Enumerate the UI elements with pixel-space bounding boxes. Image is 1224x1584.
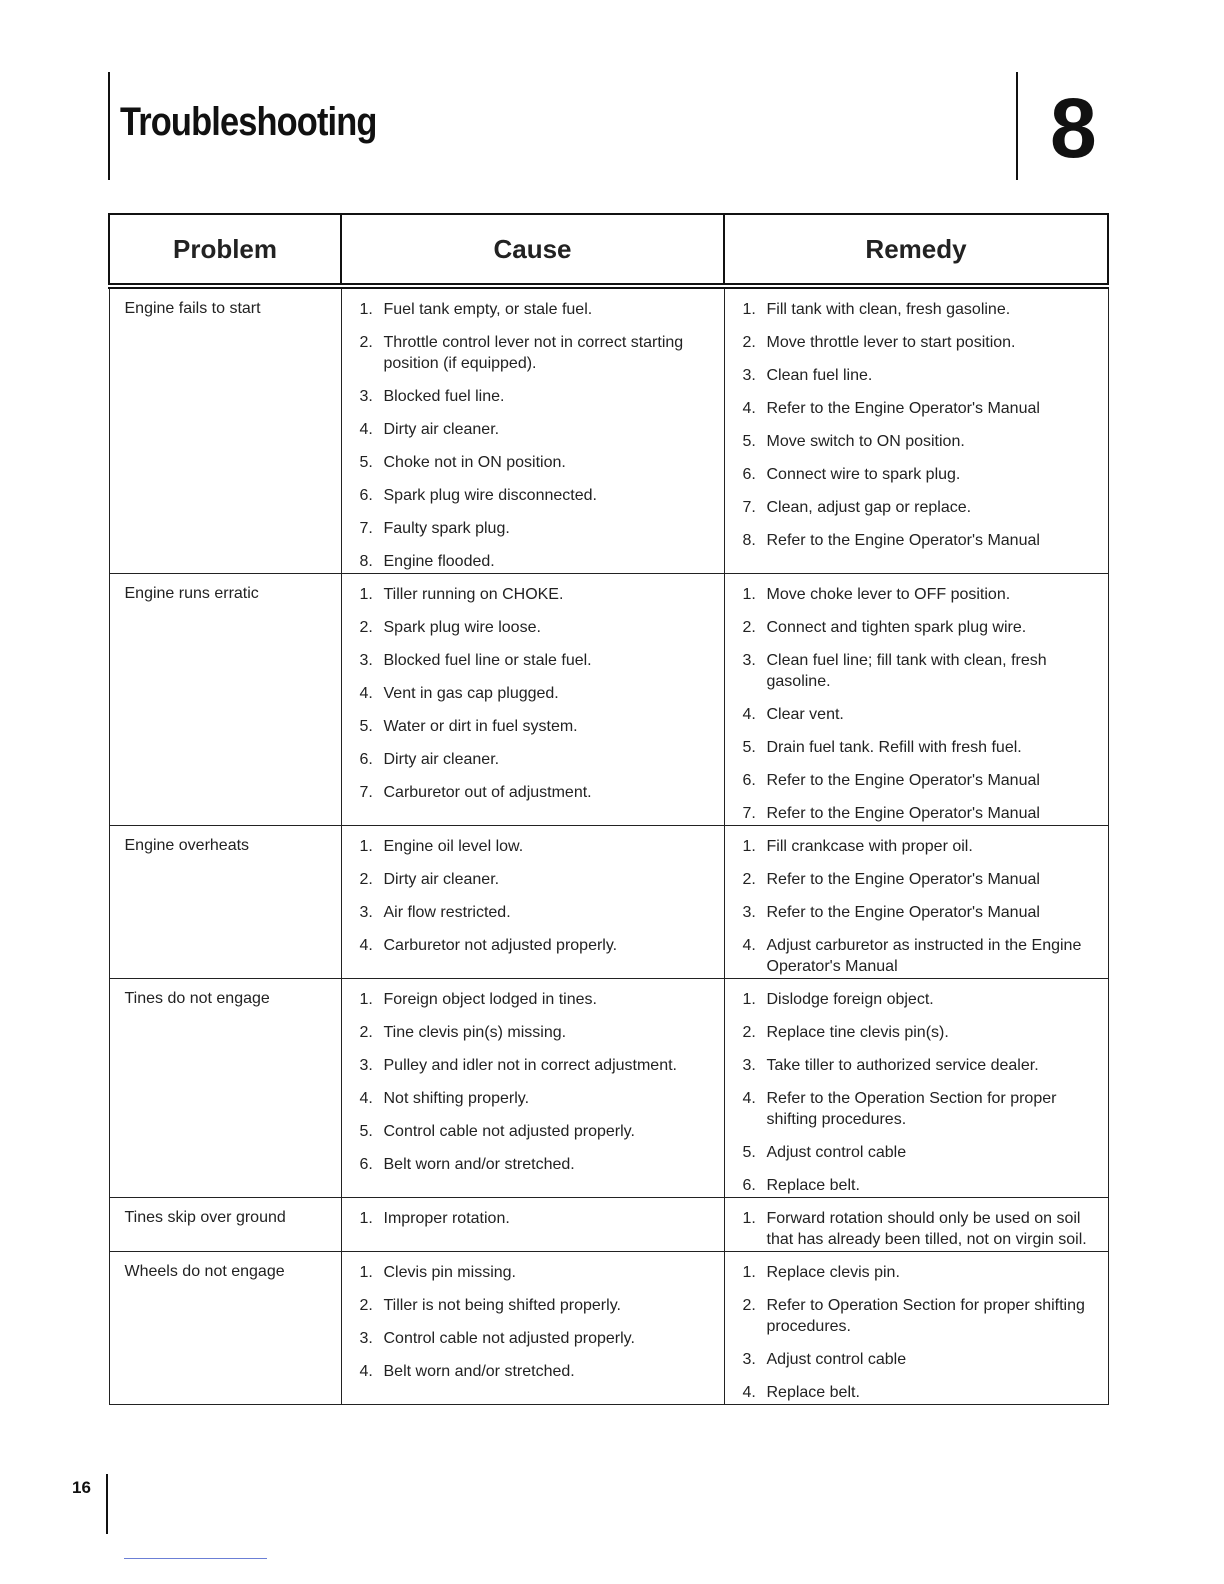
remedy-item-text: Replace belt. <box>766 1384 860 1401</box>
cause-item-number: 1. <box>359 1264 373 1281</box>
remedy-item-text: Refer to the Engine Operator's Manual <box>766 532 1040 549</box>
remedy-item-number: 8. <box>742 532 756 549</box>
cause-item <box>360 1022 718 1043</box>
cause-item <box>360 1262 718 1283</box>
remedy-item-text: Clean, adjust gap or replace. <box>766 499 972 516</box>
cause-item-number: 2. <box>359 619 373 636</box>
cause-item-number: 3. <box>359 1057 373 1074</box>
remedy-item-text: Refer to Operation Section for proper shifting procedures. <box>766 1297 1085 1335</box>
remedy-item <box>743 431 1102 452</box>
remedy-item-number: 2. <box>742 334 756 351</box>
remedy-item <box>743 704 1102 725</box>
remedy-item <box>743 989 1102 1010</box>
problem-text: Tines skip over ground <box>124 1209 286 1226</box>
remedy-item <box>743 299 1102 320</box>
remedy-item-number: 4. <box>742 400 756 417</box>
remedy-item-text: Replace belt. <box>766 1177 860 1194</box>
cause-item-text: Belt worn and/or stretched. <box>383 1363 575 1380</box>
cause-item-text: Blocked fuel line or stale fuel. <box>383 652 592 669</box>
cause-item-number: 2. <box>359 334 373 351</box>
cause-list <box>342 826 724 957</box>
problem-cell <box>109 979 341 1198</box>
remedy-item-number: 5. <box>742 433 756 450</box>
cause-item-text: Engine flooded. <box>383 553 495 570</box>
remedy-item-number: 1. <box>742 838 756 855</box>
cause-item-number: 4. <box>359 421 373 438</box>
cause-item <box>360 584 718 605</box>
problem-cell <box>109 1198 341 1252</box>
remedy-item <box>743 770 1102 791</box>
cause-item-text: Dirty air cleaner. <box>383 871 500 888</box>
remedy-item-number: 2. <box>742 1024 756 1041</box>
cause-cell <box>341 574 724 826</box>
remedy-item <box>743 1022 1102 1043</box>
cause-item-text: Foreign object lodged in tines. <box>383 991 597 1008</box>
remedy-list <box>725 289 1108 552</box>
cause-item-number: 5. <box>359 454 373 471</box>
remedy-item-number: 7. <box>742 805 756 822</box>
column-header-cause: Cause <box>341 214 724 286</box>
remedy-item-number: 6. <box>742 466 756 483</box>
remedy-item <box>743 1208 1102 1250</box>
cause-item-number: 3. <box>359 904 373 921</box>
cause-item-number: 6. <box>359 1156 373 1173</box>
remedy-item-number: 1. <box>742 1210 756 1227</box>
remedy-item-number: 3. <box>742 1351 756 1368</box>
remedy-item-text: Clear vent. <box>766 706 844 723</box>
cause-item-text: Vent in gas cap plugged. <box>383 685 559 702</box>
cause-item-text: Belt worn and/or stretched. <box>383 1156 575 1173</box>
remedy-item-text: Forward rotation should only be used on soil that has already been tilled, not on virgin soil. <box>766 1210 1087 1248</box>
cause-item <box>360 299 718 320</box>
cause-item-number: 2. <box>359 1297 373 1314</box>
cause-item <box>360 485 718 506</box>
cause-item-text: Improper rotation. <box>383 1210 510 1227</box>
remedy-item-text: Refer to the Engine Operator's Manual <box>766 904 1040 921</box>
cause-list <box>342 289 724 573</box>
remedy-item <box>743 737 1102 758</box>
remedy-item-text: Drain fuel tank. Refill with fresh fuel. <box>766 739 1022 756</box>
chapter-number: 8 <box>1050 81 1097 175</box>
troubleshooting-table <box>108 213 1109 1405</box>
cause-item-number: 1. <box>359 586 373 603</box>
cause-item-number: 1. <box>359 991 373 1008</box>
remedy-item-text: Clean fuel line; fill tank with clean, fresh gasoline. <box>766 652 1047 690</box>
cause-cell <box>341 1252 724 1405</box>
remedy-item-text: Refer to the Engine Operator's Manual <box>766 400 1040 417</box>
table-row <box>109 1252 1108 1405</box>
cause-item-number: 1. <box>359 1210 373 1227</box>
cause-item-number: 3. <box>359 388 373 405</box>
cause-list <box>342 1252 724 1383</box>
remedy-item <box>743 1088 1102 1130</box>
remedy-item-number: 7. <box>742 499 756 516</box>
table-row <box>109 1198 1108 1252</box>
remedy-item-text: Fill tank with clean, fresh gasoline. <box>766 301 1011 318</box>
cause-list <box>342 1198 724 1230</box>
remedy-item-text: Fill crankcase with proper oil. <box>766 838 973 855</box>
remedy-item <box>743 1295 1102 1337</box>
remedy-item <box>743 1382 1102 1403</box>
cause-item <box>360 452 718 473</box>
remedy-item <box>743 902 1102 923</box>
problem-text: Engine fails to start <box>124 300 261 317</box>
cause-item-number: 8. <box>359 553 373 570</box>
cause-item <box>360 1361 718 1382</box>
remedy-item-number: 5. <box>742 739 756 756</box>
cause-cell <box>341 1198 724 1252</box>
remedy-item-text: Refer to the Engine Operator's Manual <box>766 772 1040 789</box>
problem-text: Engine overheats <box>124 837 250 854</box>
cause-item-number: 1. <box>359 838 373 855</box>
remedy-item <box>743 650 1102 692</box>
problem-cell <box>109 286 341 574</box>
problem-text: Engine runs erratic <box>124 585 259 602</box>
cause-item <box>360 1154 718 1175</box>
problem-cell <box>109 826 341 979</box>
remedy-cell <box>724 574 1108 826</box>
remedy-item-number: 4. <box>742 937 756 954</box>
column-header-problem: Problem <box>109 214 341 286</box>
cause-item <box>360 518 718 539</box>
cause-item <box>360 1295 718 1316</box>
remedy-item-number: 3. <box>742 904 756 921</box>
cause-item <box>360 1208 718 1229</box>
remedy-item <box>743 497 1102 518</box>
problem-text: Wheels do not engage <box>124 1263 285 1280</box>
cause-item-text: Blocked fuel line. <box>383 388 505 405</box>
cause-cell <box>341 286 724 574</box>
cause-item <box>360 683 718 704</box>
cause-item <box>360 617 718 638</box>
cause-item-text: Control cable not adjusted properly. <box>383 1330 635 1347</box>
cause-item <box>360 386 718 407</box>
cause-item <box>360 716 718 737</box>
remedy-item-text: Move switch to ON position. <box>766 433 965 450</box>
table-row <box>109 286 1108 574</box>
remedy-item <box>743 398 1102 419</box>
remedy-item-text: Clean fuel line. <box>766 367 873 384</box>
column-header-remedy: Remedy <box>724 214 1108 286</box>
remedy-item-number: 4. <box>742 706 756 723</box>
cause-item-number: 1. <box>359 301 373 318</box>
remedy-item-text: Connect wire to spark plug. <box>766 466 961 483</box>
cause-list <box>342 979 724 1176</box>
remedy-item <box>743 836 1102 857</box>
remedy-item <box>743 803 1102 824</box>
footer-link-underline <box>124 1558 267 1559</box>
cause-item-number: 6. <box>359 751 373 768</box>
cause-item-number: 4. <box>359 685 373 702</box>
remedy-item-number: 1. <box>742 991 756 1008</box>
problem-cell <box>109 574 341 826</box>
remedy-cell <box>724 979 1108 1198</box>
cause-item <box>360 749 718 770</box>
cause-item-text: Tine clevis pin(s) missing. <box>383 1024 567 1041</box>
cause-item-text: Water or dirt in fuel system. <box>383 718 578 735</box>
cause-item-text: Choke not in ON position. <box>383 454 566 471</box>
remedy-item-number: 3. <box>742 367 756 384</box>
cause-item <box>360 836 718 857</box>
remedy-item <box>743 935 1102 977</box>
cause-item-text: Spark plug wire loose. <box>383 619 541 636</box>
cause-item <box>360 935 718 956</box>
cause-item <box>360 1328 718 1349</box>
remedy-item-text: Move throttle lever to start position. <box>766 334 1016 351</box>
cause-item-text: Carburetor out of adjustment. <box>383 784 592 801</box>
remedy-item-number: 4. <box>742 1384 756 1401</box>
remedy-item <box>743 1175 1102 1196</box>
remedy-list <box>725 979 1108 1197</box>
cause-item-number: 7. <box>359 520 373 537</box>
remedy-item <box>743 530 1102 551</box>
remedy-item <box>743 332 1102 353</box>
remedy-list <box>725 1252 1108 1404</box>
remedy-cell <box>724 1198 1108 1252</box>
remedy-item-text: Refer to the Operation Section for proper shifting procedures. <box>766 1090 1057 1128</box>
remedy-list <box>725 574 1108 825</box>
remedy-item-text: Adjust control cable <box>766 1351 907 1368</box>
troubleshooting-table-container <box>108 213 1107 1405</box>
remedy-item-text: Replace clevis pin. <box>766 1264 900 1281</box>
cause-item <box>360 782 718 803</box>
cause-item-number: 6. <box>359 487 373 504</box>
remedy-item-number: 5. <box>742 1144 756 1161</box>
footer-divider <box>106 1474 108 1534</box>
remedy-item-number: 1. <box>742 301 756 318</box>
cause-item-text: Dirty air cleaner. <box>383 421 500 438</box>
remedy-item-number: 1. <box>742 1264 756 1281</box>
remedy-item <box>743 617 1102 638</box>
cause-item-number: 5. <box>359 1123 373 1140</box>
cause-item-text: Tiller running on CHOKE. <box>383 586 564 603</box>
remedy-item-text: Adjust carburetor as instructed in the Engine Operator's Manual <box>766 937 1082 975</box>
cause-cell <box>341 826 724 979</box>
cause-item-number: 2. <box>359 871 373 888</box>
remedy-item-number: 4. <box>742 1090 756 1107</box>
cause-item <box>360 1055 718 1076</box>
cause-item-text: Not shifting properly. <box>383 1090 530 1107</box>
table-row <box>109 574 1108 826</box>
cause-item-text: Carburetor not adjusted properly. <box>383 937 618 954</box>
cause-item-text: Engine oil level low. <box>383 838 524 855</box>
table-header-row <box>109 214 1108 286</box>
title-divider-left <box>108 72 110 180</box>
cause-list <box>342 574 724 804</box>
remedy-item-number: 2. <box>742 871 756 888</box>
remedy-item-number: 2. <box>742 1297 756 1314</box>
cause-item-number: 4. <box>359 1363 373 1380</box>
cause-item-text: Pulley and idler not in correct adjustment. <box>383 1057 677 1074</box>
remedy-item <box>743 1055 1102 1076</box>
cause-item-number: 7. <box>359 784 373 801</box>
cause-item-number: 2. <box>359 1024 373 1041</box>
remedy-item-text: Adjust control cable <box>766 1144 907 1161</box>
remedy-item-number: 3. <box>742 1057 756 1074</box>
cause-item <box>360 551 718 572</box>
remedy-item-text: Refer to the Engine Operator's Manual <box>766 805 1040 822</box>
cause-item-text: Faulty spark plug. <box>383 520 510 537</box>
remedy-item-text: Dislodge foreign object. <box>766 991 934 1008</box>
remedy-item <box>743 365 1102 386</box>
remedy-item-text: Refer to the Engine Operator's Manual <box>766 871 1040 888</box>
table-row <box>109 826 1108 979</box>
cause-cell <box>341 979 724 1198</box>
remedy-cell <box>724 286 1108 574</box>
remedy-item-text: Connect and tighten spark plug wire. <box>766 619 1027 636</box>
remedy-item-text: Take tiller to authorized service dealer. <box>766 1057 1039 1074</box>
remedy-item <box>743 1142 1102 1163</box>
remedy-item <box>743 1349 1102 1370</box>
page-number: 16 <box>72 1478 91 1497</box>
remedy-item-number: 3. <box>742 652 756 669</box>
cause-item-number: 4. <box>359 1090 373 1107</box>
remedy-item-number: 1. <box>742 586 756 603</box>
remedy-item <box>743 869 1102 890</box>
cause-item-text: Tiller is not being shifted properly. <box>383 1297 621 1314</box>
cause-item-number: 4. <box>359 937 373 954</box>
remedy-cell <box>724 826 1108 979</box>
cause-item-text: Fuel tank empty, or stale fuel. <box>383 301 593 318</box>
cause-item <box>360 419 718 440</box>
problem-cell <box>109 1252 341 1405</box>
remedy-item-number: 2. <box>742 619 756 636</box>
remedy-item <box>743 584 1102 605</box>
remedy-item <box>743 1262 1102 1283</box>
table-body <box>109 286 1108 1405</box>
problem-text: Tines do not engage <box>124 990 270 1007</box>
remedy-item <box>743 464 1102 485</box>
cause-item-text: Dirty air cleaner. <box>383 751 500 768</box>
cause-item-text: Throttle control lever not in correct starting position (if equipped). <box>383 334 684 372</box>
cause-item-text: Spark plug wire disconnected. <box>383 487 597 504</box>
cause-item-text: Air flow restricted. <box>383 904 511 921</box>
remedy-item-text: Move choke lever to OFF position. <box>766 586 1011 603</box>
cause-item-text: Control cable not adjusted properly. <box>383 1123 635 1140</box>
cause-item <box>360 902 718 923</box>
cause-item-number: 5. <box>359 718 373 735</box>
cause-item <box>360 1088 718 1109</box>
cause-item <box>360 650 718 671</box>
remedy-item-number: 6. <box>742 772 756 789</box>
cause-item-number: 3. <box>359 652 373 669</box>
cause-item <box>360 989 718 1010</box>
cause-item <box>360 1121 718 1142</box>
remedy-cell <box>724 1252 1108 1405</box>
title-divider-right <box>1016 72 1018 180</box>
cause-item-text: Clevis pin missing. <box>383 1264 516 1281</box>
cause-item-number: 3. <box>359 1330 373 1347</box>
remedy-item-number: 6. <box>742 1177 756 1194</box>
remedy-list <box>725 1198 1108 1251</box>
remedy-list <box>725 826 1108 978</box>
cause-item <box>360 869 718 890</box>
page-title: Troubleshooting <box>120 100 377 144</box>
cause-item <box>360 332 718 374</box>
remedy-item-text: Replace tine clevis pin(s). <box>766 1024 949 1041</box>
table-row <box>109 979 1108 1198</box>
